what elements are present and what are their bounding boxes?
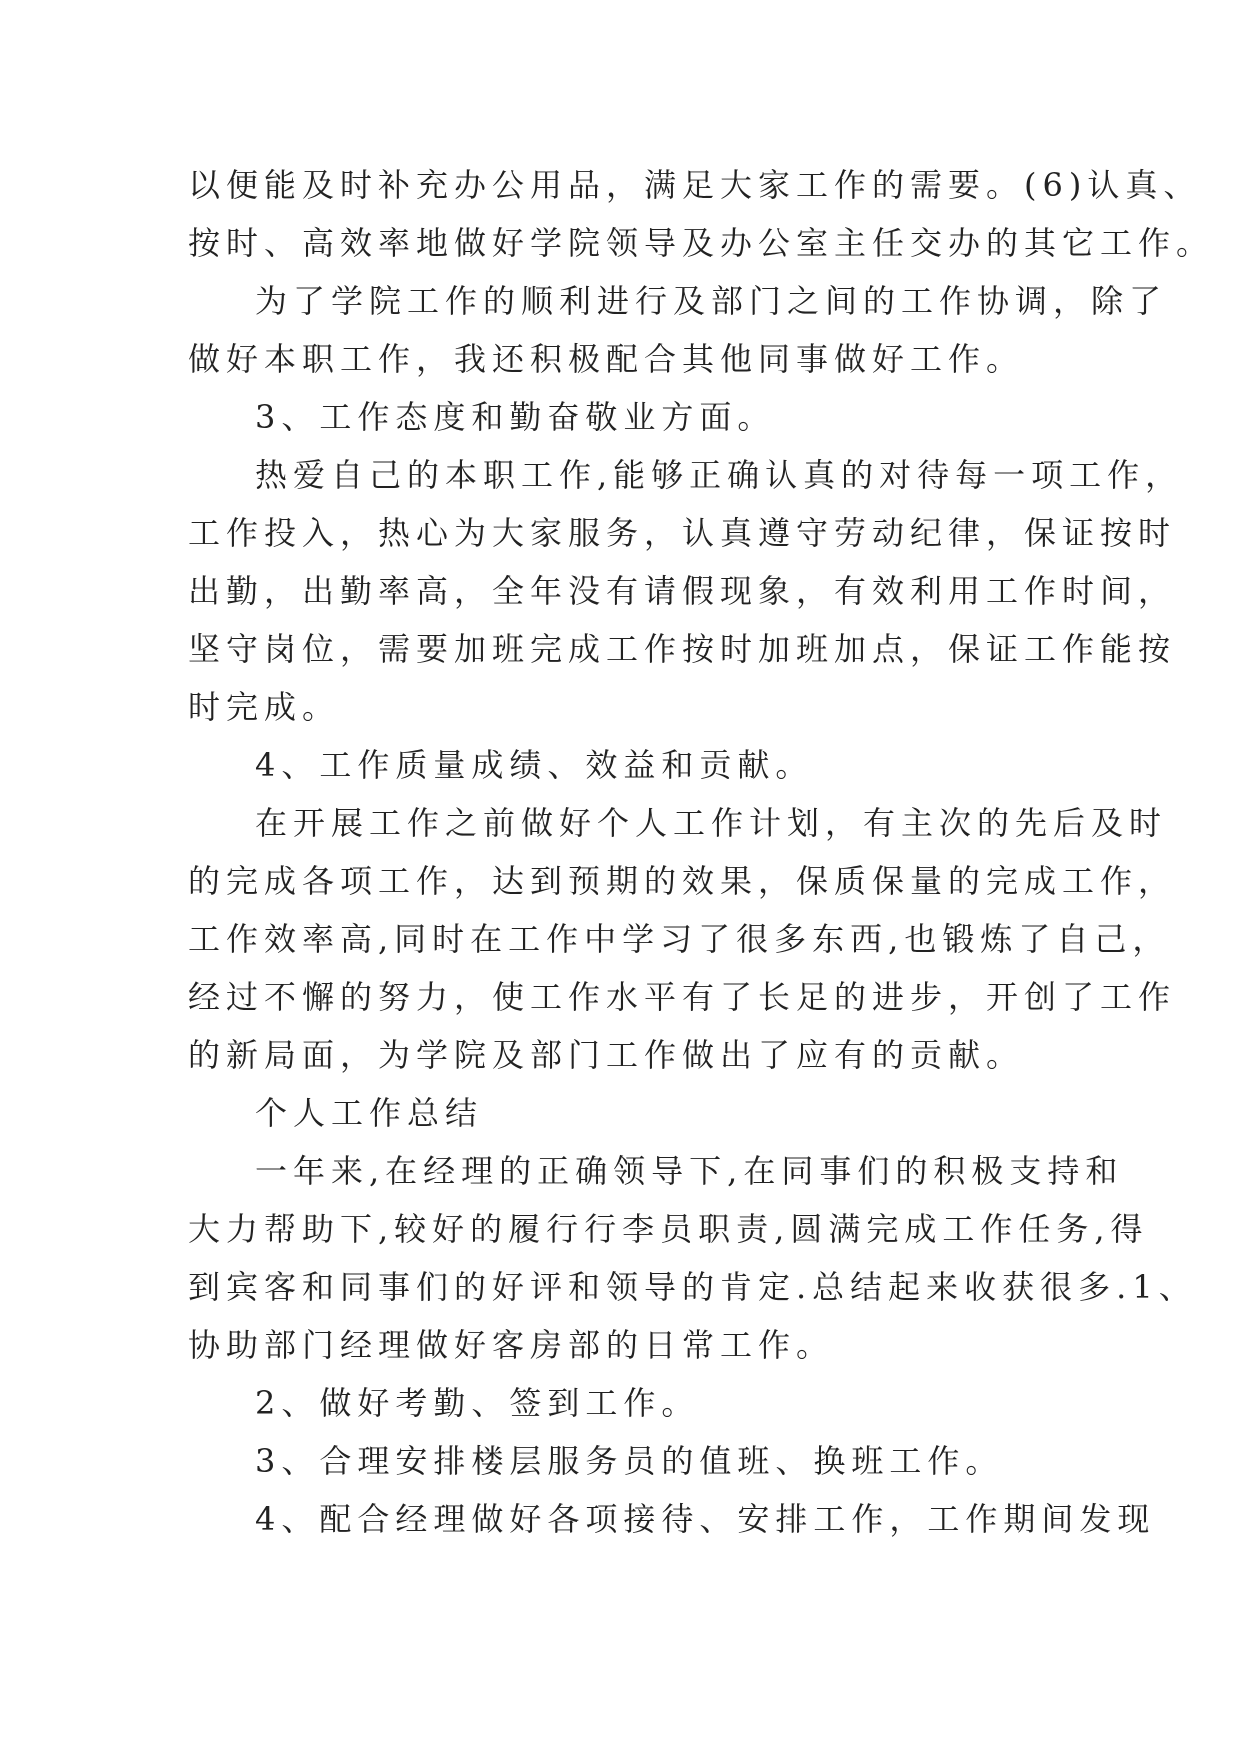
text-line: 工作投入，热心为大家服务，认真遵守劳动纪律，保证按时 xyxy=(188,514,1177,552)
text-line: 的完成各项工作，达到预期的效果，保质保量的完成工作， xyxy=(188,862,1177,900)
text-line: 做好本职工作，我还积极配合其他同事做好工作。 xyxy=(188,340,1025,378)
list-item: 4、配合经理做好各项接待、安排工作，工作期间发现 xyxy=(255,1500,1156,1538)
text-line: 到宾客和同事们的好评和领导的肯定.总结起来收获很多.1、 xyxy=(188,1268,1197,1306)
paragraph-start: 为了学院工作的顺利进行及部门之间的工作协调，除了 xyxy=(255,282,1168,320)
paragraph-start: 热爱自己的本职工作,能够正确认真的对待每一项工作， xyxy=(255,456,1184,494)
text-line: 坚守岗位，需要加班完成工作按时加班加点，保证工作能按 xyxy=(188,630,1177,668)
list-item: 3、合理安排楼层服务员的值班、换班工作。 xyxy=(255,1442,1004,1480)
paragraph-start: 在开展工作之前做好个人工作计划，有主次的先后及时 xyxy=(255,804,1168,842)
text-line: 大力帮助下,较好的履行行李员职责,圆满完成工作任务,得 xyxy=(188,1210,1149,1248)
section-heading: 3、工作态度和勤奋敬业方面。 xyxy=(255,398,776,436)
paragraph-start: 一年来,在经理的正确领导下,在同事们的积极支持和 xyxy=(255,1152,1124,1190)
text-line: 按时、高效率地做好学院领导及办公室主任交办的其它工作。 xyxy=(188,224,1215,262)
text-line: 工作效率高,同时在工作中学习了很多东西,也锻炼了自己， xyxy=(188,920,1171,958)
text-line: 经过不懈的努力，使工作水平有了长足的进步，开创了工作 xyxy=(188,978,1177,1016)
text-line: 的新局面，为学院及部门工作做出了应有的贡献。 xyxy=(188,1036,1025,1074)
text-line: 时完成。 xyxy=(188,688,341,726)
list-item: 2、做好考勤、签到工作。 xyxy=(255,1384,700,1422)
text-line: 协助部门经理做好客房部的日常工作。 xyxy=(188,1326,835,1364)
text-line: 以便能及时补充办公用品，满足大家工作的需要。(6)认真、 xyxy=(188,166,1202,204)
document-subtitle: 个人工作总结 xyxy=(255,1094,484,1132)
text-line: 出勤，出勤率高，全年没有请假现象，有效利用工作时间， xyxy=(188,572,1177,610)
section-heading: 4、工作质量成绩、效益和贡献。 xyxy=(255,746,814,784)
